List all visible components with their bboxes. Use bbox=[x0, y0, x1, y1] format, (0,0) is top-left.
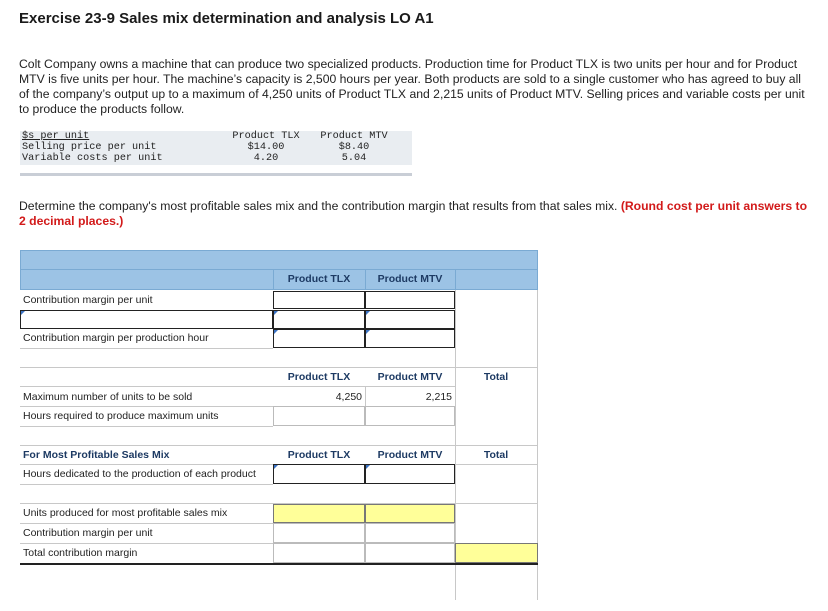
input-marker-icon bbox=[274, 311, 278, 315]
header-tlx: Product TLX bbox=[232, 131, 300, 142]
row-tlx-value: $14.00 bbox=[247, 142, 285, 153]
input-total-cm-tlx[interactable] bbox=[273, 543, 365, 563]
label-cm-per-hour: Contribution margin per production hour bbox=[23, 332, 209, 344]
label-total-cm: Total contribution margin bbox=[23, 547, 138, 559]
header-mtv: Product MTV bbox=[320, 131, 388, 142]
section-heading-most-profitable: For Most Profitable Sales Mix bbox=[23, 449, 170, 461]
table-row bbox=[20, 153, 398, 164]
value-max-units-tlx: 4,250 bbox=[335, 391, 362, 403]
input-marker-icon bbox=[366, 330, 370, 334]
label-max-units: Maximum number of units to be sold bbox=[23, 391, 193, 403]
row-mtv-value: 5.04 bbox=[341, 153, 367, 164]
col-header-total: Total bbox=[483, 449, 509, 461]
input-cm-unit-tlx[interactable] bbox=[273, 291, 365, 309]
input-cm-hour-mtv[interactable] bbox=[365, 329, 455, 348]
input-units-mtv[interactable] bbox=[365, 504, 455, 523]
input-marker-icon bbox=[366, 311, 370, 315]
input-cm-unit-tlx-2[interactable] bbox=[273, 523, 365, 543]
input-cm-hour-tlx[interactable] bbox=[273, 329, 365, 348]
input-total-cm-mtv[interactable] bbox=[365, 543, 455, 563]
input-hours-ded-mtv[interactable] bbox=[365, 464, 455, 484]
col-header-mtv: Product MTV bbox=[377, 371, 443, 383]
col-header-mtv: Product MTV bbox=[377, 273, 443, 285]
header-label: $s per unit bbox=[22, 131, 90, 142]
input-hours-req-mtv[interactable] bbox=[365, 406, 455, 426]
input-row-label[interactable] bbox=[20, 310, 273, 329]
label-cm-unit-2: Contribution margin per unit bbox=[23, 527, 153, 539]
row-tlx-value: 4.20 bbox=[253, 153, 279, 164]
label-hours-required: Hours required to produce maximum units bbox=[23, 410, 219, 422]
instruction-text bbox=[19, 199, 809, 229]
input-cm-unit-mtv-2[interactable] bbox=[365, 523, 455, 543]
row-label: Selling price per unit bbox=[22, 142, 157, 153]
row-label: Variable costs per unit bbox=[22, 153, 163, 164]
input-cm-unit-mtv[interactable] bbox=[365, 291, 455, 309]
label-hours-dedicated: Hours dedicated to the production of each product bbox=[23, 468, 256, 480]
col-header-mtv: Product MTV bbox=[377, 449, 443, 461]
label-units-produced: Units produced for most profitable sales mix bbox=[23, 507, 228, 519]
instruction-main: Determine the company's most profitable sales mix and the contribution margin that results from that sales mix. bbox=[19, 199, 621, 213]
input-marker-icon bbox=[21, 311, 25, 315]
input-marker-icon bbox=[274, 465, 278, 469]
input-hours-req-tlx[interactable] bbox=[273, 406, 365, 426]
label-cm-per-unit: Contribution margin per unit bbox=[23, 294, 153, 306]
value-max-units-mtv: 2,215 bbox=[425, 391, 452, 403]
col-header-tlx: Product TLX bbox=[287, 371, 351, 383]
input-hours-ded-tlx[interactable] bbox=[273, 464, 365, 484]
table-row bbox=[20, 142, 398, 153]
row-mtv-value: $8.40 bbox=[338, 142, 370, 153]
input-blank-mtv[interactable] bbox=[365, 310, 455, 329]
col-header-tlx: Product TLX bbox=[287, 273, 351, 285]
input-units-tlx[interactable] bbox=[273, 504, 365, 523]
instruction-emphasis: (Round cost per unit answers to 2 decimal places.) bbox=[19, 199, 808, 228]
col-header-tlx: Product TLX bbox=[287, 449, 351, 461]
table-divider bbox=[20, 173, 412, 176]
input-marker-icon bbox=[366, 465, 370, 469]
col-header-total: Total bbox=[483, 371, 509, 383]
input-total-cm-total[interactable] bbox=[455, 543, 538, 563]
price-cost-table bbox=[20, 131, 398, 164]
input-marker-icon bbox=[274, 330, 278, 334]
exercise-title: Exercise 23-9 Sales mix determination and analysis LO A1 bbox=[19, 10, 434, 27]
grid-header-bar bbox=[20, 250, 538, 270]
table-header-row bbox=[20, 131, 398, 142]
input-blank-tlx[interactable] bbox=[273, 310, 365, 329]
intro-paragraph: Colt Company owns a machine that can produce two specialized products. Production time for Product TLX is two units per hour and for Product MTV is five units per hour. The machine’s capacity is 2,500 hours per year. Both products are sold to a single customer who has agreed to buy all of the company’s output up to a maximum of 4,250 units of Product TLX and 2,215 units of Product MTV. Selling prices and variable costs per unit to produce the products follow. bbox=[19, 57, 805, 116]
